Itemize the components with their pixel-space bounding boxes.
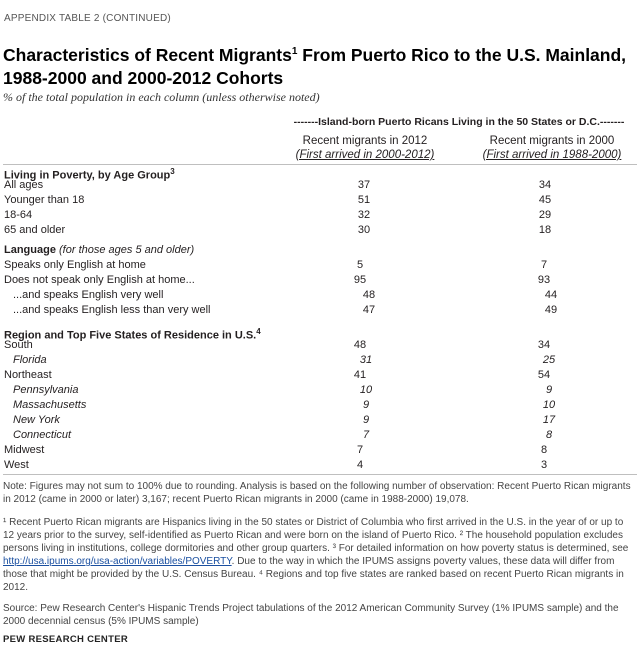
column-header-2012 [285, 134, 445, 162]
row-label: 18-64 [4, 209, 33, 221]
value-2012: 32 [357, 209, 371, 221]
row-label: ...and speaks English less than very well [13, 304, 211, 316]
table-row [0, 288, 640, 303]
value-2012: 10 [359, 384, 373, 396]
value-2012: 47 [362, 304, 376, 316]
row-label: Does not speak only English at home... [4, 274, 195, 286]
table-bottom-rule [3, 474, 637, 475]
footnotes [3, 516, 637, 594]
section-heading-poverty [0, 164, 640, 182]
section-label: Living in Poverty, by Age Group [4, 169, 171, 182]
table-row [0, 258, 640, 273]
table-note: Note: Figures may not sum to 100% due to rounding. Analysis is based on the following number of observation: Recent Puerto Rican migrants in 2012 (came in 2000 or later) 3,167; recent Puerto Rican migrants in 2000 (came in 1988-2000) 19,078. [3, 481, 631, 505]
value-2012: 30 [357, 224, 371, 236]
table-kicker: APPENDIX TABLE 2 (CONTINUED) [4, 13, 171, 24]
value-2000: 44 [544, 289, 558, 301]
table-row [0, 353, 640, 368]
value-2000: 10 [542, 399, 556, 411]
row-label: Midwest [4, 444, 45, 456]
column-header-2000 [472, 134, 632, 162]
row-label: All ages [4, 179, 44, 191]
source-note: Source: Pew Research Center's Hispanic Trends Project tabulations of the 2012 American Community Survey (1% IPUMS sample) and the 2000 decennial census (5% IPUMS sample) [3, 603, 619, 627]
value-2012: 9 [362, 399, 370, 411]
row-label: Florida [13, 354, 47, 366]
table-row [0, 443, 640, 458]
value-2000: 93 [537, 274, 551, 286]
value-2012: 48 [362, 289, 376, 301]
value-2000: 3 [540, 459, 548, 471]
brand-logo-text: PEW RESEARCH CENTER [3, 634, 128, 645]
row-label: Connecticut [13, 429, 72, 441]
table-row [0, 398, 640, 413]
table-row [0, 303, 640, 318]
footnote-text: ¹ Recent Puerto Rican migrants are Hispanics living in the 50 states or District of Columbia who first arrived in the U.S. in the year of or up to 12 years prior to the survey, self-identified as Puerto Rican and were born on the island of Puerto Rico. ² The household population excludes persons living in institutions, college dormitories and other group quarters. ³ For detailed information on how poverty status is determined, see [3, 517, 629, 554]
footnote-marker: 4 [256, 327, 261, 336]
value-2012: 31 [359, 354, 373, 366]
value-2012: 37 [357, 179, 371, 191]
table-row [0, 338, 640, 353]
table-row [0, 428, 640, 443]
table-row [0, 458, 640, 473]
value-2012: 5 [356, 259, 364, 271]
value-2000: 18 [538, 224, 552, 236]
poverty-variable-link[interactable]: http://usa.ipums.org/usa-action/variables/POVERTY [3, 556, 232, 567]
value-2000: 34 [537, 339, 551, 351]
value-2000: 8 [540, 444, 548, 456]
column-spanner: -------Island-born Puerto Ricans Living in the 50 States or D.C.------- [293, 116, 625, 128]
table-row [0, 193, 640, 208]
section-heading-language [0, 243, 640, 258]
column-header-label: Recent migrants in 2000 [489, 135, 615, 147]
value-2012: 7 [362, 429, 370, 441]
value-2012: 95 [353, 274, 367, 286]
table-row [0, 223, 640, 238]
row-label: 65 and older [4, 224, 66, 236]
value-2000: 17 [542, 414, 556, 426]
section-heading-region [0, 324, 640, 342]
value-2000: 7 [540, 259, 548, 271]
title-footnote-marker: 1 [291, 46, 298, 57]
title-line1-rest: From Puerto Rico to the U.S. Mainland, [297, 44, 627, 65]
value-2000: 34 [538, 179, 552, 191]
section-note: (for those ages 5 and older) [55, 244, 195, 256]
row-label: Speaks only English at home [4, 259, 146, 271]
row-label: Massachusetts [13, 399, 87, 411]
value-2000: 9 [545, 384, 553, 396]
footnote-text-cont: . Due to the way in which the IPUMS assigns poverty values, these data will differ from those that might be provided by the U.S. Census Bureau. ⁴ Regions and top five states are ranked based on recent Puerto Rican migrants in 2012. [3, 556, 624, 593]
table-row [0, 273, 640, 288]
table-row [0, 208, 640, 223]
value-2012: 48 [353, 339, 367, 351]
column-header-label: Recent migrants in 2012 [302, 135, 428, 147]
row-label: Northeast [4, 369, 52, 381]
row-label: ...and speaks English very well [13, 289, 164, 301]
row-label: West [4, 459, 29, 471]
table-subtitle: % of the total population in each column (unless otherwise noted) [3, 90, 320, 104]
value-2000: 29 [538, 209, 552, 221]
column-header-sub: (First arrived in 2000-2012) [295, 149, 435, 161]
page-title [3, 40, 633, 90]
table-row [0, 368, 640, 383]
value-2012: 41 [353, 369, 367, 381]
value-2000: 45 [538, 194, 552, 206]
row-label: Younger than 18 [4, 194, 85, 206]
row-label: New York [13, 414, 60, 426]
value-2000: 25 [542, 354, 556, 366]
value-2000: 49 [544, 304, 558, 316]
table-row [0, 178, 640, 193]
value-2012: 4 [356, 459, 364, 471]
value-2000: 54 [537, 369, 551, 381]
table-row [0, 383, 640, 398]
table-row [0, 413, 640, 428]
section-label: Region and Top Five States of Residence in U.S. [4, 329, 257, 342]
value-2012: 51 [357, 194, 371, 206]
title-line2: 1988-2000 and 2000-2012 Cohorts [3, 67, 284, 88]
value-2012: 7 [356, 444, 364, 456]
row-label: Pennsylvania [13, 384, 79, 396]
value-2000: 8 [545, 429, 553, 441]
title-line1: Characteristics of Recent Migrants [3, 44, 292, 65]
row-label: South [4, 339, 33, 351]
column-header-sub: (First arrived in 1988-2000) [482, 149, 622, 161]
section-label: Language [4, 244, 56, 256]
footnote-marker: 3 [170, 167, 175, 176]
value-2012: 9 [362, 414, 370, 426]
